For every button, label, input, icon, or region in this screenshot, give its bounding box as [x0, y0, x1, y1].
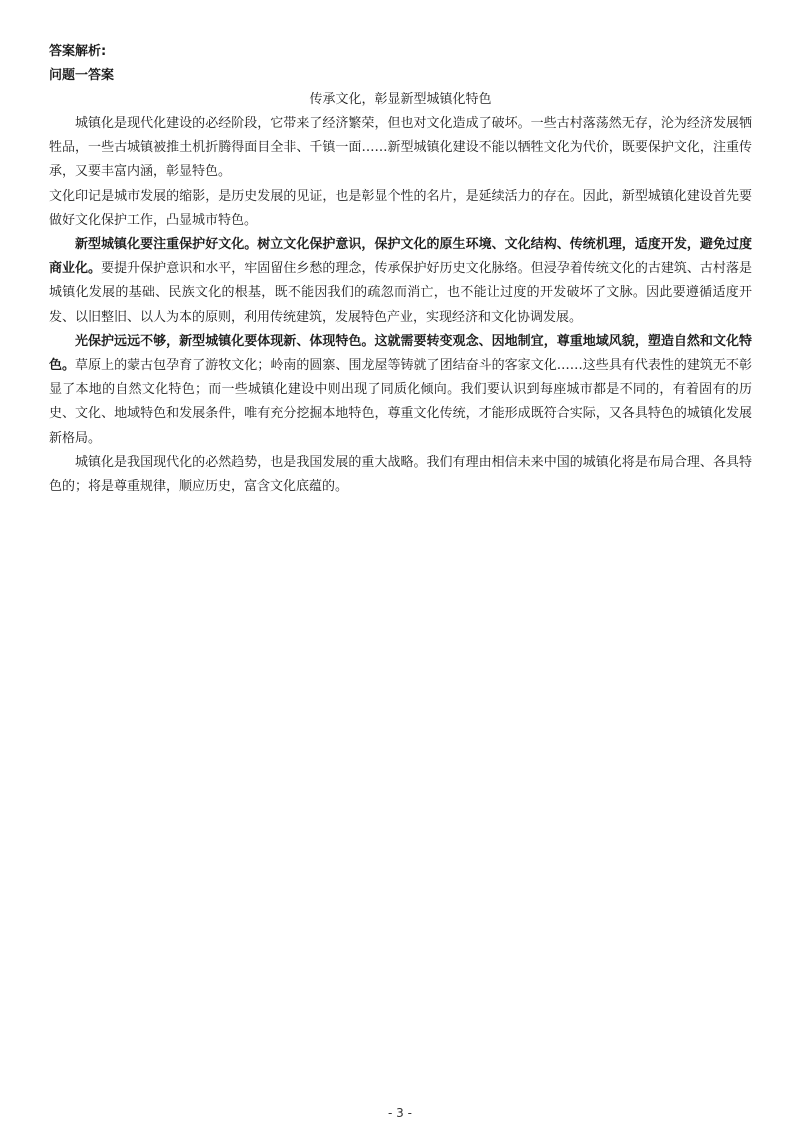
essay-title: 传承文化，彰显新型城镇化特色 — [309, 92, 492, 107]
paragraph-3 — [49, 233, 752, 330]
document-body — [49, 40, 752, 499]
paragraph-2: 文化印记是城市发展的缩影，是历史发展的见证，也是彰显个性的名片，是延续活力的存在。因此，新型城镇化建设首先要做好文化保护工作，凸显城市特色。 — [49, 188, 752, 228]
paragraph-3-topic-sentence: 新型城镇化要注重保护好文化。树立文化保护意识，保护文化的原生环境、文化结构、传统机理，适度开发，避免过度商业化。 — [49, 237, 752, 277]
page-number: - 3 - — [388, 1106, 412, 1120]
paragraph-4 — [49, 330, 752, 451]
question-one-heading: 问题一答案 — [49, 68, 115, 83]
paragraph-5: 城镇化是我国现代化的必然趋势，也是我国发展的重大战略。我们有理由相信未来中国的城镇化将是布局合理、各具特色的；将是尊重规律，顺应历史，富含文化底蕴的。 — [49, 454, 752, 495]
paragraph-3-body: 要提升保护意识和水平，牢固留住乡愁的理念，传承保护好历史文化脉络。但浸孕着传统文化的古建筑、古村落是城镇化发展的基础、民族文化的根基，既不能因我们的疏忽而消亡，也不能让过度的开发破坏了文脉。因此要遵循适度开发、以旧整旧、以人为本的原则，利用传统建筑，发展特色产业，实现经济和文化协调发展。 — [49, 261, 752, 325]
answer-analysis-heading: 答案解析: — [49, 44, 107, 59]
paragraph-4-body: 草原上的蒙古包孕育了游牧文化；岭南的圆寨、围龙屋等铸就了团结奋斗的客家文化……这些具有代表性的建筑无不彰显了本地的自然文化特色；而一些城镇化建设中则出现了同质化倾向。我们要认识到每座城市都是不同的，有着固有的历史、文化、地域特色和发展条件，唯有充分挖掘本地特色，尊重文化传统，才能形成既符合实际，又各具特色的城镇化发展新格局。 — [49, 358, 752, 446]
paragraph-1: 城镇化是现代化建设的必经阶段，它带来了经济繁荣，但也对文化造成了破坏。一些古村落荡然无存，沦为经济发展牺牲品，一些古城镇被推土机折腾得面目全非、千镇一面……新型城镇化建设不能以牺牲文化为代价，既要保护文化，注重传承，又要丰富内涵，彰显特色。 — [49, 116, 752, 180]
paragraph-4-topic-sentence: 光保护远远不够，新型城镇化要体现新、体现特色。这就需要转变观念、因地制宜，尊重地域风貌，塑造自然和文化特色。 — [49, 333, 752, 374]
